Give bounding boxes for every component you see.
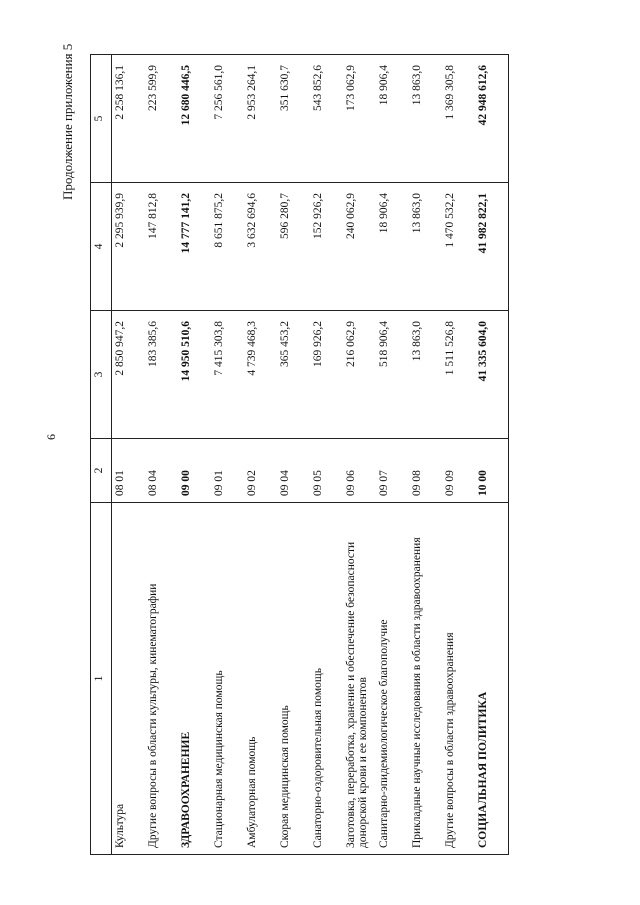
row-value-col4: 14 777 141,2 (178, 183, 211, 311)
row-name: Амбулаторная помощь (244, 503, 277, 855)
row-value-col3: 7 415 303,8 (211, 311, 244, 439)
row-name: Санитарно-эпидемиологическое благополучие (376, 503, 409, 855)
row-value-col3: 169 926,2 (310, 311, 343, 439)
column-header-1: 1 (91, 503, 112, 855)
row-value-col5: 7 256 561,0 (211, 55, 244, 183)
row-name: Прикладные научные исследования в области здравоохранения (409, 503, 442, 855)
row-code: 09 05 (310, 439, 343, 503)
row-code: 09 00 (178, 439, 211, 503)
table-row (244, 55, 277, 855)
row-value-col4: 3 632 694,6 (244, 183, 277, 311)
row-value-col5: 223 599,9 (145, 55, 178, 183)
row-value-col4: 240 062,9 (343, 183, 376, 311)
budget-table (90, 54, 509, 855)
row-code: 09 06 (343, 439, 376, 503)
table-row (310, 55, 343, 855)
row-value-col3: 1 511 526,8 (442, 311, 475, 439)
row-name: Санаторно-оздоровительная помощь (310, 503, 343, 855)
row-code: 09 07 (376, 439, 409, 503)
row-value-col5: 18 906,4 (376, 55, 409, 183)
row-value-col3: 2 850 947,2 (112, 311, 146, 439)
row-value-col3: 365 453,2 (277, 311, 310, 439)
row-value-col4: 41 982 822,1 (475, 183, 509, 311)
row-value-col3: 4 739 468,3 (244, 311, 277, 439)
row-value-col4: 1 470 532,2 (442, 183, 475, 311)
row-code: 09 02 (244, 439, 277, 503)
row-name: СОЦИАЛЬНАЯ ПОЛИТИКА (475, 503, 509, 855)
row-value-col5: 42 948 612,6 (475, 55, 509, 183)
table-row (277, 55, 310, 855)
row-value-col5: 351 630,7 (277, 55, 310, 183)
budget-table-container (90, 55, 630, 855)
row-code: 09 01 (211, 439, 244, 503)
page-number: 6 (44, 434, 58, 440)
row-value-col4: 18 906,4 (376, 183, 409, 311)
table-header-row (91, 55, 112, 855)
row-code: 09 09 (442, 439, 475, 503)
row-value-col4: 147 812,8 (145, 183, 178, 311)
row-value-col4: 13 863,0 (409, 183, 442, 311)
row-value-col5: 2 258 136,1 (112, 55, 146, 183)
row-code: 10 00 (475, 439, 509, 503)
row-code: 09 08 (409, 439, 442, 503)
table-row-section-total (475, 55, 509, 855)
table-row-section-total (178, 55, 211, 855)
table-row (442, 55, 475, 855)
row-value-col4: 596 280,7 (277, 183, 310, 311)
column-header-3: 3 (91, 311, 112, 439)
row-name: Другие вопросы в области здравоохранения (442, 503, 475, 855)
row-name: Скорая медицинская помощь (277, 503, 310, 855)
row-value-col3: 14 950 510,6 (178, 311, 211, 439)
row-code: 08 01 (112, 439, 146, 503)
row-value-col4: 8 651 875,2 (211, 183, 244, 311)
table-row (145, 55, 178, 855)
row-value-col3: 518 906,4 (376, 311, 409, 439)
table-row (211, 55, 244, 855)
row-value-col4: 2 295 939,9 (112, 183, 146, 311)
row-value-col3: 216 062,9 (343, 311, 376, 439)
column-header-4: 4 (91, 183, 112, 311)
row-value-col4: 152 926,2 (310, 183, 343, 311)
row-value-col5: 1 369 305,8 (442, 55, 475, 183)
row-code: 09 04 (277, 439, 310, 503)
appendix-title: Продолжение приложения 5 (60, 43, 75, 200)
row-code: 08 04 (145, 439, 178, 503)
row-value-col3: 13 863,0 (409, 311, 442, 439)
row-value-col5: 173 062,9 (343, 55, 376, 183)
row-value-col5: 12 680 446,5 (178, 55, 211, 183)
table-row (112, 55, 146, 855)
row-value-col5: 13 863,0 (409, 55, 442, 183)
column-header-5: 5 (91, 55, 112, 183)
row-name: Стационарная медицинская помощь (211, 503, 244, 855)
row-name: Другие вопросы в области культуры, кинематографии (145, 503, 178, 855)
row-value-col5: 543 852,6 (310, 55, 343, 183)
row-value-col3: 41 335 604,0 (475, 311, 509, 439)
row-name: Культура (112, 503, 146, 855)
table-row (409, 55, 442, 855)
table-row (376, 55, 409, 855)
row-name: Заготовка, переработка, хранение и обеспечение безопасности донорской крови и ее компонентов (343, 503, 376, 855)
row-value-col5: 2 953 264,1 (244, 55, 277, 183)
column-header-2: 2 (91, 439, 112, 503)
row-value-col3: 183 385,6 (145, 311, 178, 439)
table-row (343, 55, 376, 855)
row-name: ЗДРАВООХРАНЕНИЕ (178, 503, 211, 855)
